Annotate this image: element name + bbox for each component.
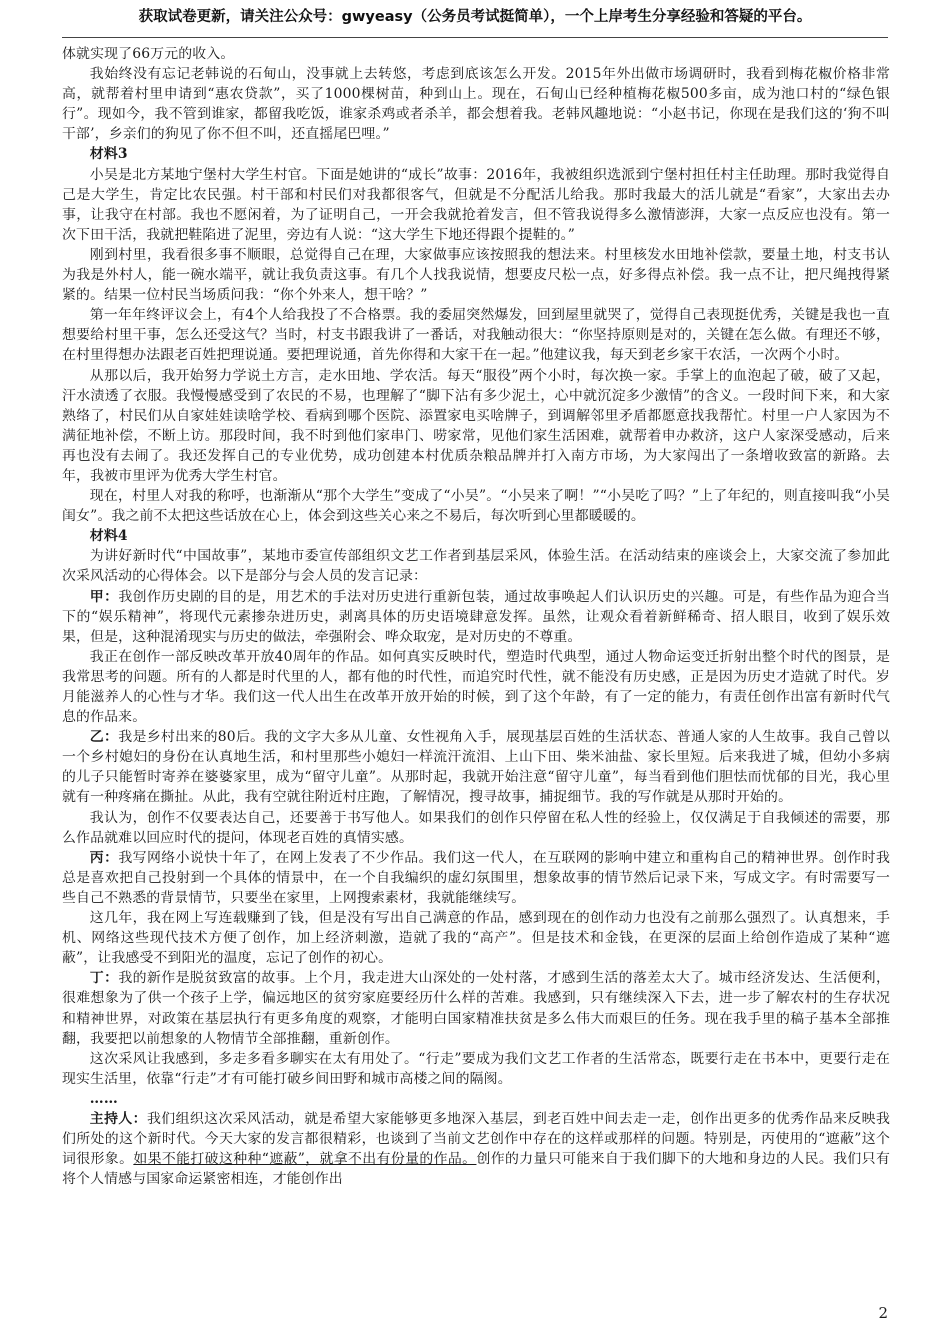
page-number: 2 — [878, 1304, 888, 1322]
underlined-sentence: 如果不能打破这种种“遮蔽”，就拿不出有份量的作品。 — [133, 1151, 477, 1168]
speech-text: 我们组织这次采风活动，就是希望大家能够更多地深入基层，到老百姓中间去走一走，创作出更多的优秀作品来反映我们所处的这个新时代。今天大家的发言都很精彩，也谈到了当前文艺创作中存在的这样或那样的问题。特别是，丙使用的“遮蔽”这个词很形象。 — [62, 1110, 890, 1168]
section-heading-material-4: 材料4 — [89, 528, 128, 545]
paragraph: 这次采风让我感到，多走多看多聊实在太有用处了。“行走”要成为我们文艺工作者的生活常态，既要行走在书本中，更要行走在现实生活里，依靠“行走”才有可能打破乡间田野和城市高楼之间的隔阂。 — [62, 1050, 890, 1087]
header-notice: 获取试卷更新，请关注公众号：gwyeasy（公务员考试挺简单），一个上岸考生分享经验和答疑的平台。 — [138, 9, 812, 25]
paragraph: 第一年年终评议会上，有4个人给我投了不合格票。我的委屈突然爆发，回到屋里就哭了，觉得自己表现挺优秀，关键是我也一直想要给村里干事，怎么还受这气？当时，村支书跟我讲了一番话，对我触动很大：“你坚持原则是对的，关键在怎么做。有理还不够，在村里得想办法跟老百姓把理说通。要把理说通，首先你得和大家干在一起。”他建议我，每天到老乡家干农活，一次两个小时。 — [62, 307, 890, 364]
paragraph: 我认为，创作不仅要表达自己，还要善于书写他人。如果我们的创作只停留在私人性的经验上，仅仅满足于自我倾述的需要，那么作品就难以回应时代的提问，体现老百姓的真情实感。 — [62, 809, 890, 846]
speaker-paragraph-ding — [62, 968, 890, 1048]
speaker-paragraph-yi — [62, 727, 890, 807]
speaker-label: 乙： — [89, 729, 119, 746]
speech-text: 我是乡村出来的80后。我的文字大多从儿童、女性视角入手，展现基层百姓的生活状态、普通人家的人生故事。我自己曾以一个乡村媳妇的身份在认真地生活，和村里那些小媳妇一样流汗流泪、上山下田、柴米油盐、家长里短。后来我进了城，但幼小多病的儿子只能暂时寄养在婆婆家里，成为“留守儿童”。从那时起，我就开始注意“留守儿童”，每当看到他们胆怯而忧郁的目光，我心里就有一种疼痛在撕扯。从此，我有空就往附近村庄跑，了解情况，搜寻故事，捕捉细节。我的写作就是从那时开始的。 — [62, 729, 890, 806]
paragraph: 小吴是北方某地宁堡村大学生村官。下面是她讲的“成长”故事：2016年，我被组织选派到宁堡村担任村主任助理。那时我觉得自己是大学生，肯定比农民强。村干部和村民们对我都很客气，但就是不分配活儿给我。那时我最大的活儿就是“看家”，大家出去办事，让我守在村部。我也不愿闲着，为了证明自己，一开会我就抢着发言，但不管我说得多么激情澎湃，大家一点反应也没有。第一次下田干活，我就把鞋陷进了泥里，旁边有人说：“这大学生下地还得跟个提鞋的。” — [62, 166, 890, 243]
speech-text: 我写网络小说快十年了，在网上发表了不少作品。我们这一代人，在互联网的影响中建立和重构自己的精神世界。创作时我总是喜欢把自己投射到一个具体的情景中，在一个自我编织的虚幻氛围里，想象故事的情节然后记录下来，写成文字。有时需要写一些自己不熟悉的背景情节，只要坐在家里，上网搜索素材，我就能继续写。 — [62, 849, 890, 906]
speaker-label: 丙： — [89, 849, 119, 866]
speaker-paragraph-bing — [62, 848, 890, 908]
paragraph: 这几年，我在网上写连载赚到了钱，但是没有写出自己满意的作品，感到现在的创作动力也没有之前那么强烈了。认真想来，手机、网络这些现代技术方便了创作，加上经济刺激，造就了我的“高产”。但是技术和金钱，在更深的层面上给创作造成了某种“遮蔽”，让我感受不到阳光的温度，忘记了创作的初心。 — [62, 910, 890, 967]
document-body — [62, 44, 890, 1189]
speech-text: 我的新作是脱贫致富的故事。上个月，我走进大山深处的一处村落，才感到生活的落差太大了。城市经济发达、生活便利，很难想象为了供一个孩子上学，偏远地区的贫穷家庭要经历什么样的苦难。我感到，只有继续深入下去，进一步了解农村的生存状况和精神世界，对政策在基层执行有更多角度的观察，才能明白国家精准扶贫是多么伟大而艰巨的任务。现在我手里的稿子基本全部推翻，我要把以前想象的人物情节全部推翻，重新创作。 — [62, 970, 890, 1047]
speech-text: 创作的力量只可能来自于我们脚下的大地和身边的人民。我们只有将个人情感与国家命运紧密相连，才能创作出 — [62, 1151, 890, 1188]
paragraph: 从那以后，我开始努力学说土方言，走水田地、学农活。每天“服役”两个小时，每次换一家。手掌上的血泡起了破，破了又起，汗水渍透了衣服。我慢慢感受到了农民的不易，也理解了“脚下沾有多少泥土，心中就沉淀多少激情”的含义。一段时间下来，和大家熟络了，村民们从自家娃娃读啥学校、看病到哪个医院、添置家电买啥牌子，到调解邻里矛盾都愿意找我帮忙。村里一户人家因为不满征地补偿，不断上访。那段时间，我不时到他们家串门、唠家常，见他们家生活困难，就帮着申办救济，这户人家深受感动，后来再也没有去闹了。我还发挥自己的专业优势，成功创建本村优质杂粮品牌并打入南方市场，为大家闯出了一条增收致富的新路。去年，我被市里评为优秀大学生村官。 — [62, 367, 890, 484]
paragraph: 体就实现了66万元的收入。 — [62, 46, 235, 62]
paragraph: 我始终没有忘记老韩说的石甸山，没事就上去转悠，考虑到底该怎么开发。2015年外出做市场调研时，我看到梅花椒价格非常高，就帮着村里申请到“惠农贷款”，买了1000棵树苗，种到山上。现在，石甸山已经种植梅花椒500多亩，成为池口村的“绿色银行”。现如今，我不管到谁家，都留我吃饭，谁家杀鸡或者杀羊，都会想着我。老韩风趣地说：“小赵书记，你现在是我们这的‘狗不叫干部’，乡亲们的狗见了你不但不叫，还直摇尾巴哩。” — [62, 66, 890, 143]
speaker-label: 甲： — [89, 588, 119, 605]
speaker-paragraph-host — [62, 1109, 890, 1189]
paragraph: 为讲好新时代“中国故事”，某地市委宣传部组织文艺工作者到基层采风，体验生活。在活动结束的座谈会上，大家交流了参加此次采风活动的心得体会。以下是部分与会人员的发言记录： — [62, 548, 890, 585]
section-heading-material-3: 材料3 — [89, 146, 128, 163]
speaker-label: 主持人： — [89, 1110, 147, 1127]
ellipsis: …… — [89, 1090, 118, 1107]
speech-text: 我创作历史剧的目的是，用艺术的手法对历史进行重新包装，通过故事唤起人们认识历史的兴趣。可是，有些作品为迎合当下的“娱乐精神”，将现代元素掺杂进历史，剥离具体的历史语境肆意发挥。虽然，让观众看着新鲜稀奇、招人眼目，收到了娱乐效果，但是，这种混淆现实与历史的做法，牵强附会、哗众取宠，是对历史的不尊重。 — [62, 588, 890, 645]
paragraph: 现在，村里人对我的称呼，也渐渐从“那个大学生”变成了“小吴”。“小吴来了啊！”“小吴吃了吗？”上了年纪的，则直接叫我“小吴闺女”。我之前不太把这些话放在心上，体会到这些关心来之不易后，每次听到心里都暖暖的。 — [62, 488, 890, 525]
paragraph: 我正在创作一部反映改革开放40周年的作品。如何真实反映时代，塑造时代典型，通过人物命运变迁折射出整个时代的图景，是我常思考的问题。所有的人都是时代里的人，都有他的时代性，而追究时代性，就不能没有历史感，正是因为历史才造就了时代。岁月能滋养人的心性与才华。我们这一代人出生在改革开放开始的时候，到了这个年龄，有了一定的能力，有责任创作出富有新时代气息的作品来。 — [62, 648, 890, 726]
header-divider — [62, 37, 888, 38]
paragraph: 刚到村里，我看很多事不顺眼，总觉得自己在理，大家做事应该按照我的想法来。村里核发水田地补偿款，要量土地，村支书认为我是外村人，能一碗水端平，就让我负责这事。有几个人找我说情，想要皮尺松一点，好多得点补偿。我一点不让，把尺绳拽得紧紧的。结果一位村民当场质问我：“你个外来人，想干啥？” — [62, 246, 890, 304]
speaker-paragraph-jia — [62, 587, 890, 647]
speaker-label: 丁： — [89, 970, 119, 987]
